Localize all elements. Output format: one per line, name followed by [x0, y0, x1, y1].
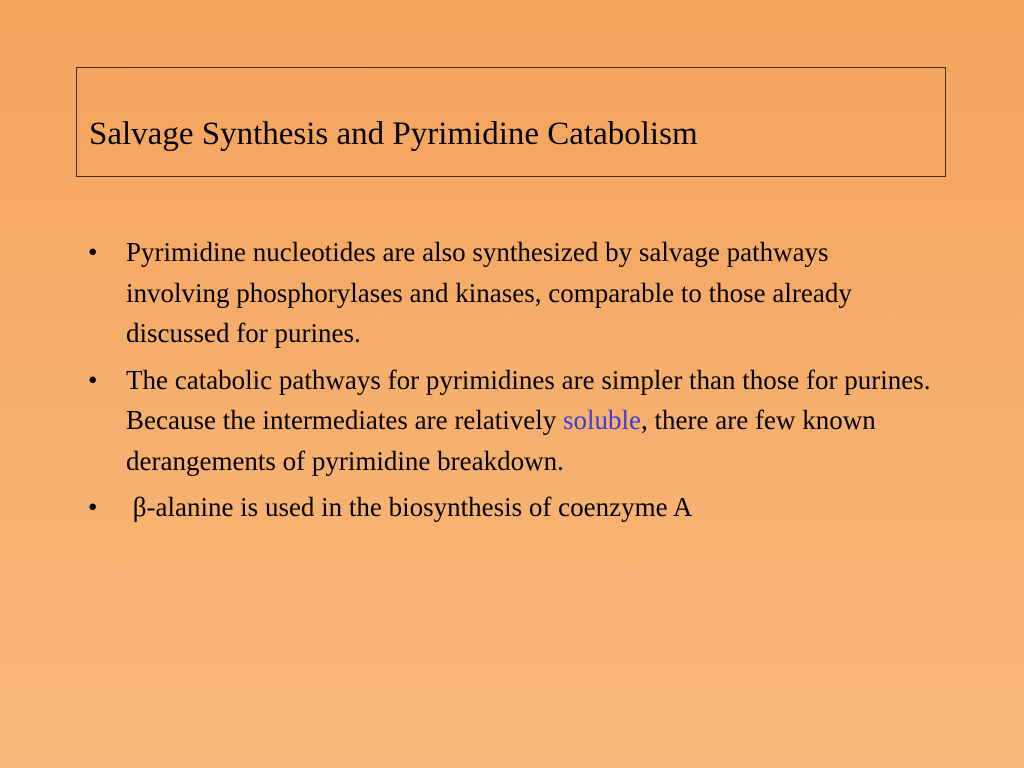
- bullet-item-3: [88, 487, 938, 528]
- bullet-text: The catabolic pathways for pyrimidines are simpler than those for purines. Because the intermediates are relatively: [126, 364, 931, 435]
- bullet-item-1: [88, 232, 938, 354]
- bullet-text: Pyrimidine nucleotides are also synthesized by salvage pathways involving phosphorylases and kinases, comparable to those already discussed for purines.: [126, 237, 852, 348]
- bullet-list: [88, 232, 938, 534]
- bullet-dot-icon: •: [88, 364, 98, 395]
- bullet-dot-icon: •: [88, 237, 98, 267]
- soluble-highlight: soluble: [563, 405, 642, 435]
- slide-title: Salvage Synthesis and Pyrimidine Catabolism: [89, 116, 698, 152]
- bullet-item-2: [88, 360, 938, 482]
- title-box: [76, 67, 946, 177]
- bullet-text: β-alanine is used in the biosynthesis of coenzyme A: [126, 492, 693, 522]
- bullet-dot-icon: •: [88, 492, 98, 522]
- bullet-text-continued: , there are few known derangements of pyrimidine breakdown.: [126, 405, 876, 476]
